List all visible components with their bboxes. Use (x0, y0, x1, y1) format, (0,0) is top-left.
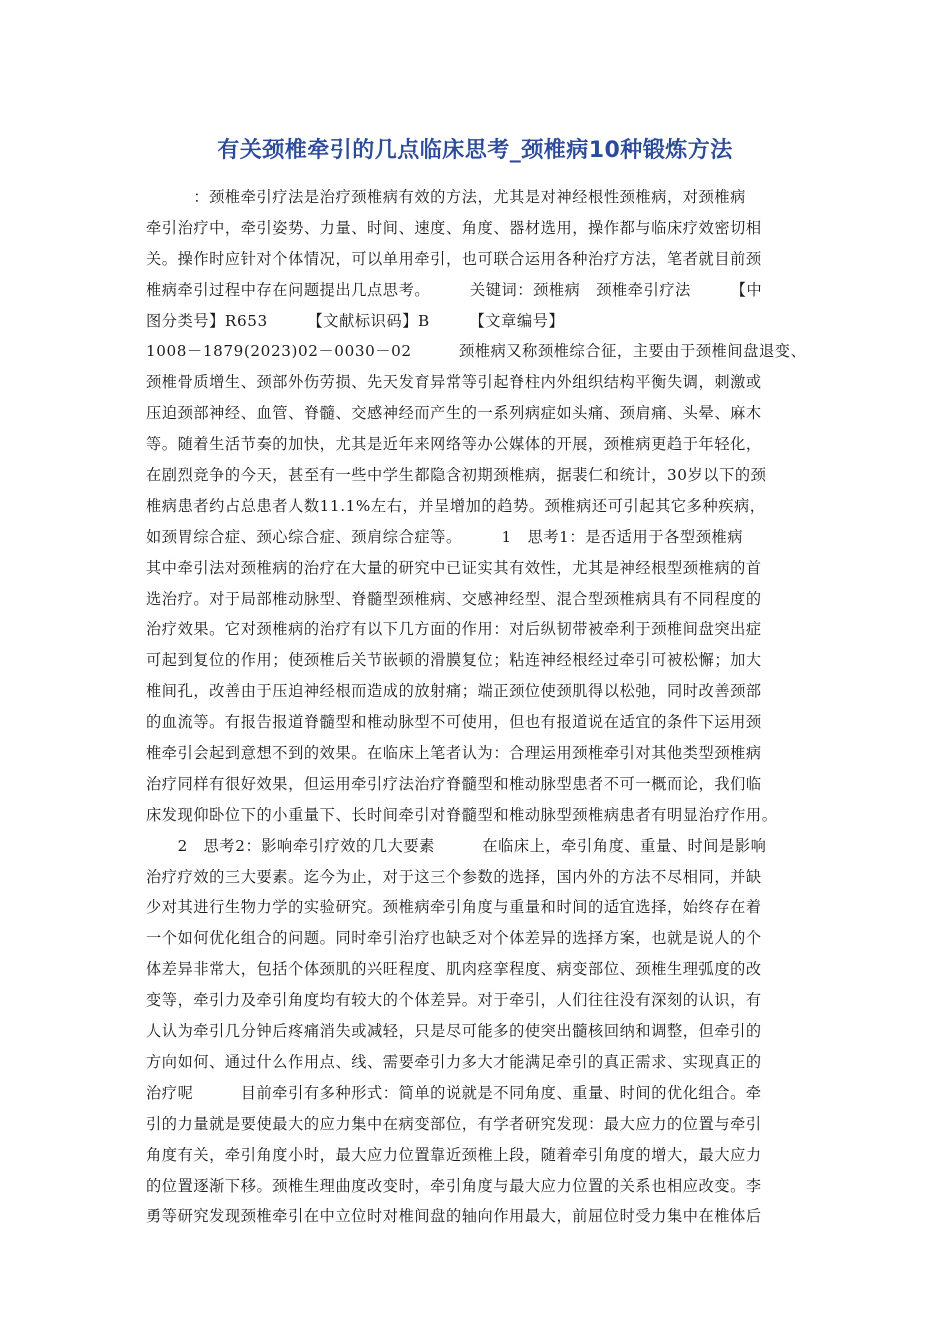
text-line: 椎间孔，改善由于压迫神经根而造成的放射痛；端正颈位使颈肌得以松弛，同时改善颈部 (146, 682, 762, 701)
text-line: 角度有关，牵引角度小时，最大应力位置靠近颈椎上段，随着牵引角度的增大，最大应力 (146, 1145, 762, 1164)
text-line: 体差异非常大，包括个体颈肌的兴旺程度、肌肉痉挛程度、病变部位、颈椎生理弧度的改 (146, 960, 762, 979)
text-line: 椎病患者约占总患者人数11.1%左右，并呈增加的趋势。颈椎病还可引起其它多种疾病， (146, 496, 766, 515)
text-line: 椎病牵引过程中存在问题提出几点思考。 关键词：颈椎病 颈椎牵引疗法 【中 (146, 280, 763, 299)
text-line: 治疗同样有很好效果，但运用牵引疗法治疗脊髓型和椎动脉型患者不可一概而论，我们临 (146, 774, 762, 793)
text-line: 治疗疗效的三大要素。迄今为止，对于这三个参数的选择，国内外的方法不尽相同，并缺 (146, 867, 762, 886)
text-line: 治疗呢 目前牵引有多种形式：简单的说就是不同角度、重量、时间的优化组合。牵 (146, 1083, 762, 1102)
document-body (146, 182, 806, 1232)
document-title: 有关颈椎牵引的几点临床思考_颈椎病10种锻炼方法 (217, 138, 733, 163)
text-line: 椎牵引会起到意想不到的效果。在临床上笔者认为：合理运用颈椎牵引对其他类型颈椎病 (146, 744, 762, 763)
text-line: 变等，牵引力及牵引角度均有较大的个体差异。对于牵引，人们往往没有深刻的认识，有 (146, 991, 762, 1010)
text-line: 颈椎骨质增生、颈部外伤劳损、先天发育异常等引起脊柱内外组织结构平衡失调，刺激或 (146, 373, 762, 392)
text-line: 1008－1879(2023)02－0030－02 颈椎病又称颈椎综合征，主要由于颈椎间盘退变、 (146, 342, 806, 361)
text-line: 人认为牵引几分钟后疼痛消失或减轻，只是尽可能多的使突出髓核回纳和调整，但牵引的 (146, 1022, 762, 1041)
text-line: 牵引治疗中，牵引姿势、力量、时间、速度、角度、器材选用，操作都与临床疗效密切相 (146, 218, 762, 237)
text-line: 其中牵引法对颈椎病的治疗在大量的研究中已证实其有效性，尤其是神经根型颈椎病的首 (146, 558, 762, 577)
text-line: 勇等研究发现颈椎牵引在中立位时对椎间盘的轴向作用最大，前屈位时受力集中在椎体后 (146, 1207, 762, 1226)
text-line: 图分类号】R653 【文献标识码】B 【文章编号】 (146, 311, 565, 330)
text-line: 如颈胃综合症、颈心综合症、颈肩综合症等。 1 思考1：是否适用于各型颈椎病 (146, 527, 744, 546)
text-line: 可起到复位的作用；使颈椎后关节嵌顿的滑膜复位；粘连神经根经过牵引可被松懈；加大 (146, 651, 762, 670)
text-line: 关。操作时应针对个体情况，可以单用牵引，也可联合运用各种治疗方法，笔者就目前颈 (146, 249, 762, 268)
text-line: 少对其进行生物力学的实验研究。颈椎病牵引角度与重量和时间的适宜选择，始终存在着 (146, 898, 762, 917)
text-line: 床发现仰卧位下的小重量下、长时间牵引对脊髓型和椎动脉型颈椎病患者有明显治疗作用。 (146, 805, 778, 824)
text-line: 治疗效果。它对颈椎病的治疗有以下几方面的作用：对后纵韧带被牵利于颈椎间盘突出症 (146, 620, 762, 639)
text-line: 一个如何优化组合的问题。同时牵引治疗也缺乏对个体差异的选择方案，也就是说人的个 (146, 929, 762, 948)
text-line: 的血流等。有报告报道脊髓型和椎动脉型不可使用，但也有报道说在适宜的条件下运用颈 (146, 713, 762, 732)
text-line: 引的力量就是要使最大的应力集中在病变部位，有学者研究发现：最大应力的位置与牵引 (146, 1114, 762, 1133)
text-line: 在剧烈竞争的今天，甚至有一些中学生都隐含初期颈椎病，据裴仁和统计，30岁以下的颈 (146, 466, 767, 485)
text-line: 压迫颈部神经、血管、脊髓、交感神经而产生的一系列病症如头痛、颈肩痛、头晕、麻木 (146, 404, 762, 423)
text-line: 选治疗。对于局部椎动脉型、脊髓型颈椎病、交感神经型、混合型颈椎病具有不同程度的 (146, 589, 762, 608)
text-line: ：颈椎牵引疗法是治疗颈椎病有效的方法，尤其是对神经根性颈椎病，对颈椎病 (146, 188, 746, 206)
text-line: 的位置逐渐下移。颈椎生理曲度改变时，牵引角度与最大应力位置的关系也相应改变。李 (146, 1176, 762, 1195)
text-line: 方向如何、通过什么作用点、线、需要牵引力多大才能满足牵引的真正需求、实现真正的 (146, 1052, 762, 1071)
text-line: 等。随着生活节奏的加快，尤其是近年来网络等办公媒体的开展，颈椎病更趋于年轻化， (146, 435, 762, 454)
text-line: 2 思考2：影响牵引疗效的几大要素 在临床上，牵引角度、重量、时间是影响 (146, 836, 767, 855)
